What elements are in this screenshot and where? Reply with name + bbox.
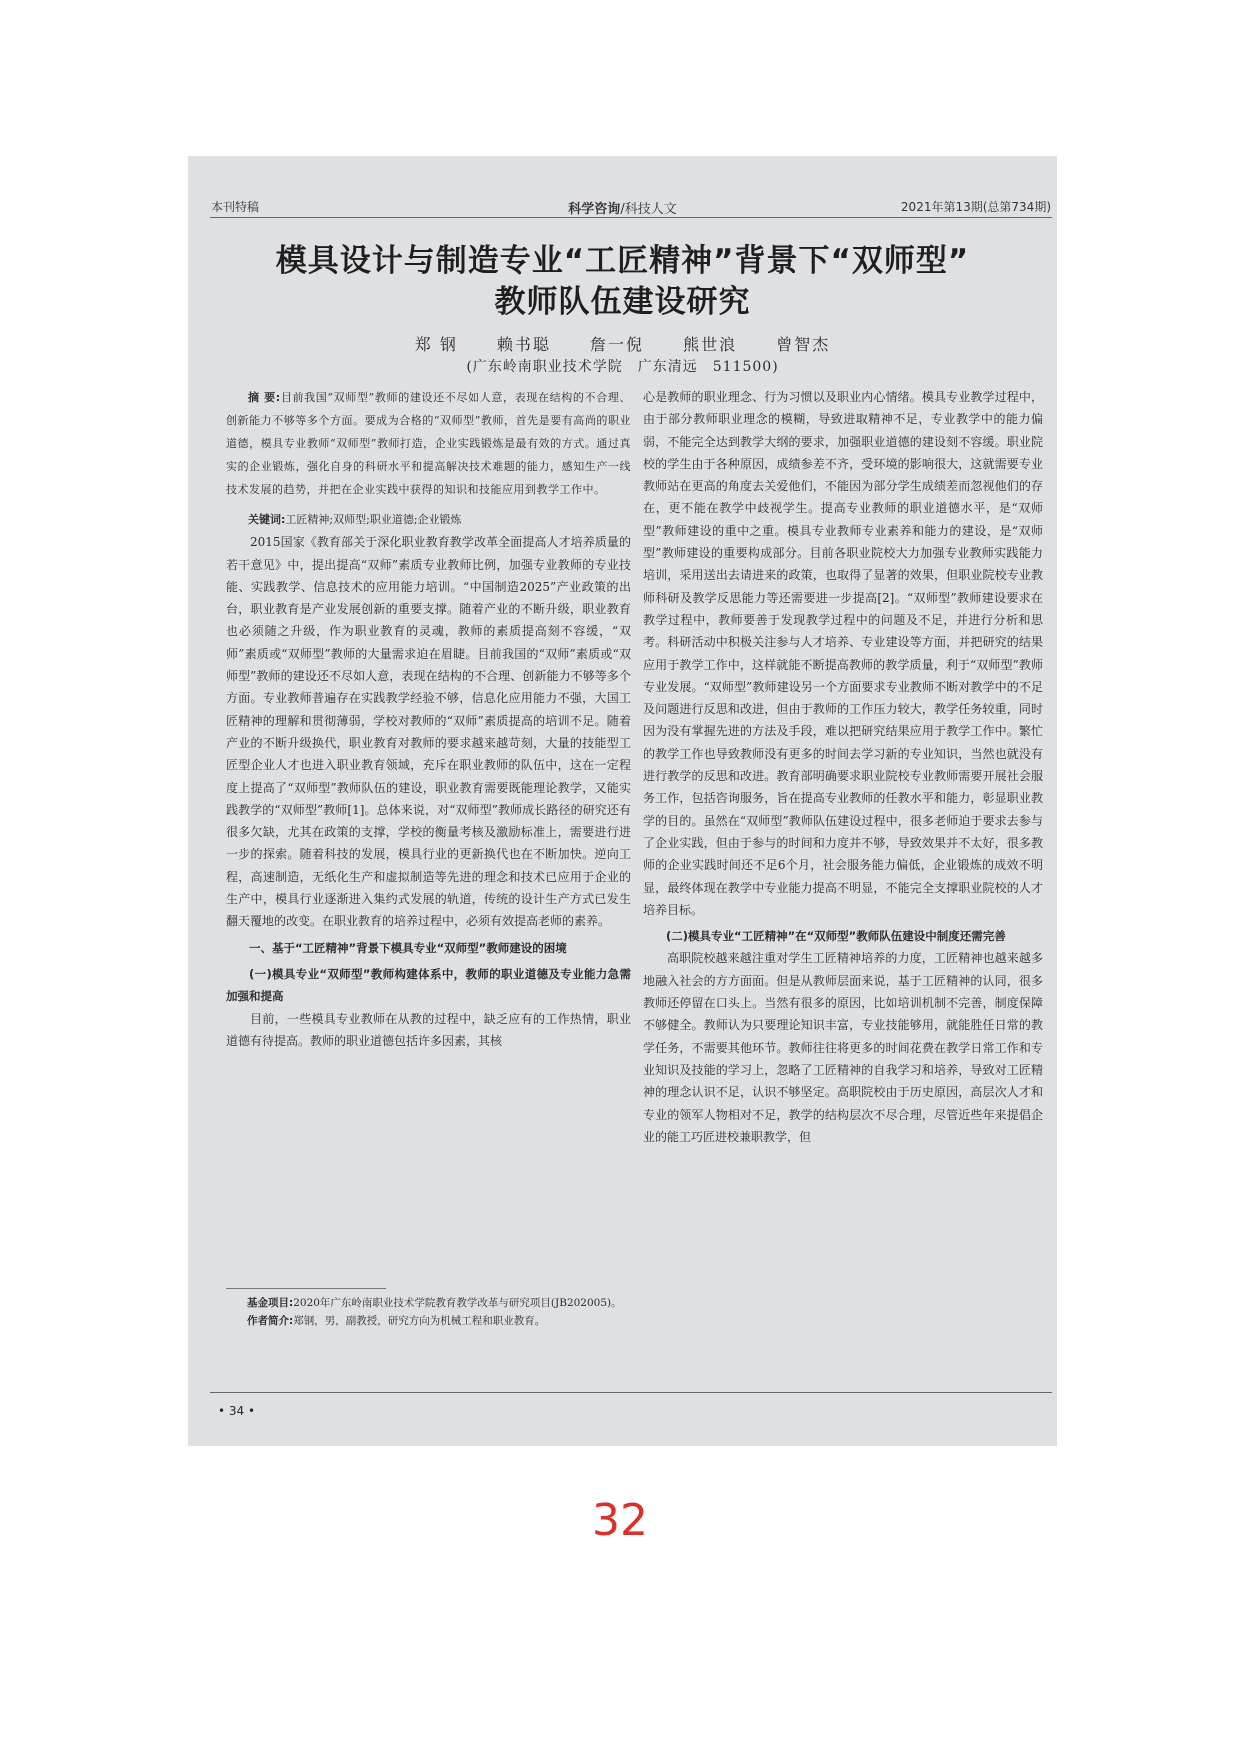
journal-name-bold: 科学咨询: [568, 202, 621, 217]
header-divider: [210, 217, 1052, 218]
fund-note: [226, 1294, 631, 1312]
header-issue: 2021年第13期(总第734期): [900, 200, 1051, 214]
author-name: 詹一倪: [590, 335, 645, 354]
footnote-divider: [226, 1288, 386, 1289]
subsection-heading: (一)模具专业“双师型”教师构建体系中，教师的职业道德及专业能力急需加强和提高: [226, 966, 631, 1004]
abstract: [226, 386, 631, 501]
fund-text: 2020年广东岭南职业技术学院教育教学改革与研究项目(JB202005)。: [293, 1297, 622, 1309]
fund-label: 基金项目:: [247, 1297, 294, 1309]
author-name: 赖书聪: [496, 335, 551, 354]
article-title-line1: 模具设计与制造专业“工匠精神”背景下“双师型”: [275, 243, 970, 279]
author-affiliation: (广东岭南职业技术学院 广东清远 511500): [466, 359, 779, 375]
keywords-label: 关键词:: [248, 513, 286, 526]
journal-name-rest: /科技人文: [620, 202, 677, 217]
section-heading: 一、基于“工匠精神”背景下模具专业“双师型”教师建设的困境: [249, 940, 567, 955]
journal-page-number: • 34 •: [218, 1404, 256, 1418]
subsection-heading: (二)模具专业“工匠精神”在“双师型”教师队伍建设中制度还需完善: [666, 929, 1006, 944]
sheet-page-number: 32: [592, 1495, 648, 1546]
author-name: 郑 钢: [414, 335, 458, 354]
keywords-text: 工匠精神;双师型;职业道德;企业锻炼: [285, 513, 462, 526]
body-paragraph: 目前，一些模具专业教师在从教的过程中，缺乏应有的工作热情，职业道德有待提高。教师的职业道德包括许多因素，其核: [226, 1011, 631, 1048]
author-bio: [226, 1312, 631, 1330]
footer-divider: [210, 1392, 1052, 1393]
header-section-label: 本刊特稿: [211, 200, 260, 214]
abstract-text: 目前我国“双师型”教师的建设还不尽如人意，表现在结构的不合理、创新能力不够等多个方面。要成为合格的“双师型”教师，首先是要有高尚的职业道德，模具专业教师“双师型”教师打造，企业实践锻炼是最有效的方式。通过真实的企业锻炼，强化自身的科研水平和提高解决技术难题的能力，感知生产一线技术发展的趋势，并把在企业实践中获得的知识和技能应用到教学工作中。: [226, 391, 631, 496]
body-paragraph: 高职院校越来越注重对学生工匠精神培养的力度，工匠精神也越来越多地融入社会的方方面面。但是从教师层面来说，基于工匠精神的认同，很多教师还停留在口头上。当然有很多的原因，比如培训机制不完善，制度保障不够健全。教师认为只要理论知识丰富，专业技能够用，就能胜任日常的教学任务，不需要其他环节。教师往往将更多的时间花费在教学日常工作和专业知识及技能的学习上，忽略了工匠精神的自我学习和培养，导致对工匠精神的理念认识不足，认识不够坚定。高职院校由于历史原因，高层次人才和专业的领军人物相对不足，教学的结构层次不尽合理，尽管近些年来提倡企业的能工巧匠进校兼职教学，但: [643, 951, 1043, 1144]
body-paragraph: 2015国家《教育部关于深化职业教育教学改革全面提高人才培养质量的若干意见》中，提出提高“双师”素质专业教师比例，加强专业教师的专业技能、实践教学、信息技术的应用能力培训。“中国制造2025”产业政策的出台，职业教育是产业发展创新的重要支撑。随着产业的不断升级，职业教育也必须随之升级，作为职业教育的灵魂，教师的素质提高刻不容缓，“双师”素质或“双师型”教师的大量需求迫在眉睫。目前我国的“双师”素质或“双师型”教师的建设还不尽如人意，表现在结构的不合理、创新能力不够等多个方面。专业教师普遍存在实践教学经验不够，信息化应用能力不强，大国工匠精神的理解和贯彻薄弱，学校对教师的“双师”素质提高的培训不足。随着产业的不断升级换代，职业教育对教师的要求越来越苛刻，大量的技能型工匠型企业人才也进入职业教育领域，充斥在职业教师的队伍中，这在一定程度上提高了“双师型”教师队伍的建设，职业教育需要既能理论教学，又能实践教学的“双师型”教师[1]。总体来说，对“双师型”教师成长路径的研究还有很多欠缺，尤其在政策的支撑，学校的衡量考核及激励标准上，需要进行进一步的探索。随着科技的发展，模具行业的更新换代也在不断加快。逆向工程，高速制造，无纸化生产和虚拟制造等先进的理念和技术已应用于企业的生产中，模具行业逐渐进入集约式发展的轨道，传统的设计生产方式已发生翻天覆地的改变。在职业教育的培养过程中，必须有效提高老师的素养。: [226, 535, 631, 929]
author-name: 曾智杰: [776, 335, 831, 354]
author-list: [188, 332, 1057, 355]
article-title-line2: 教师队伍建设研究: [494, 284, 751, 320]
body-paragraph: 心是教师的职业理念、行为习惯以及职业内心情绪。模具专业教学过程中，由于部分教师职业理念的模糊，导致进取精神不足，专业教学中的能力偏弱，不能完全达到教学大纲的要求，加强职业道德的建设刻不容缓。职业院校的学生由于各种原因，成绩参差不齐，受环境的影响很大，这就需要专业教师站在更高的角度去关爱他们，不能因为部分学生成绩差而忽视他们的存在，更不能在教学中歧视学生。提高专业教师的职业道德水平，是“双师型”教师建设的重中之重。模具专业教师专业素养和能力的建设，是“双师型”教师建设的重要构成部分。目前各职业院校大力加强专业教师实践能力培训，采用送出去请进来的政策，也取得了显著的效果，但职业院校专业教师科研及教学反思能力等还需要进一步提高[2]。“双师型”教师建设要求在教学过程中，教师要善于发现教学过程中的问题及不足，并进行分析和思考。科研活动中积极关注参与人才培养、专业建设等方面，并把研究的结果应用于教学工作中，这样就能不断提高教师的教学质量，利于“双师型”教师专业发展。“双师型”教师建设另一个方面要求专业教师不断对教学中的不足及问题进行反思和改进，但由于教师的工作压力较大，教学任务较重，同时因为没有掌握先进的方法及手段，难以把研究结果应用于教学工作中。繁忙的教学工作也导致教师没有更多的时间去学习新的专业知识，当然也就没有进行教学的反思和改进。教育部明确要求职业院校专业教师需要开展社会服务工作，包括咨询服务，旨在提高专业教师的任教水平和能力，彰显职业教学的目的。虽然在“双师型”教师队伍建设过程中，很多老师迫于要求去参与了企业实践，但由于参与的时间和力度并不够，导致效果并不太好，很多教师的企业实践时间还不足6个月，社会服务能力偏低，企业锻炼的成效不明显，最终体现在教学中专业能力提高不明显，不能完全支撑职业院校的人才培养目标。: [643, 390, 1043, 917]
abstract-label: 摘 要:: [248, 391, 281, 404]
author-bio-text: 郑钢，男，副教授，研究方向为机械工程和职业教育。: [293, 1315, 546, 1327]
keywords: [226, 509, 631, 531]
footnote: [226, 1294, 631, 1330]
left-column: [226, 386, 631, 1052]
right-column: [643, 386, 1043, 1148]
author-name: 熊世浪: [683, 335, 738, 354]
author-bio-label: 作者简介:: [247, 1315, 294, 1327]
scanned-page: [188, 156, 1057, 1446]
